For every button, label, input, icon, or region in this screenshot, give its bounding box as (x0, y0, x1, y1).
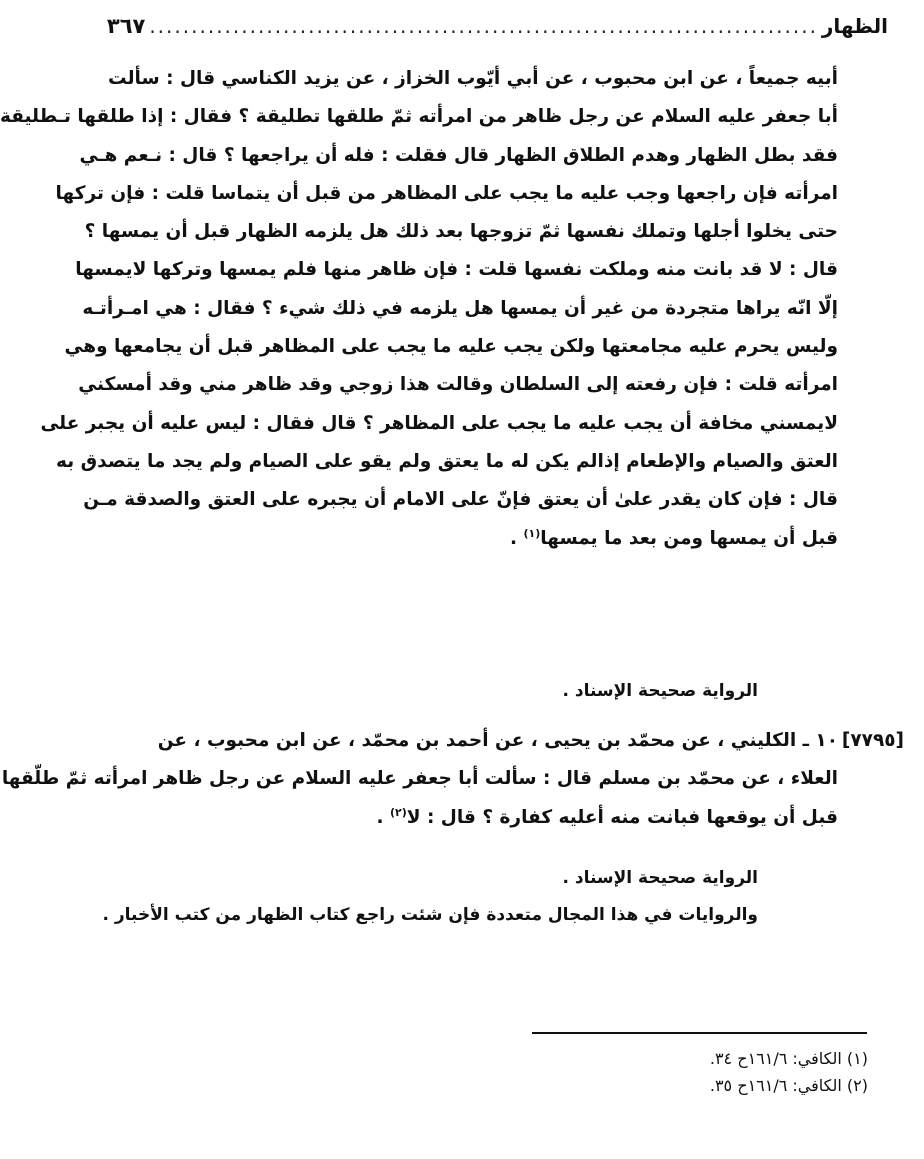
text-line-content: قبل أن يمسها ومن بعد ما يمسها (540, 527, 838, 549)
chain-verdict: الرواية صحيحة الإسناد . (562, 868, 758, 888)
text-line: لايمسني مخافة أن يجب عليه ما يجب على المظاهر ؟ قال فقال : ليس عليه أن يجبر على (40, 412, 838, 434)
text-line: أبيه جميعاً ، عن ابن محبوب ، عن أبي أيّوب الخزاز ، عن يزيد الكناسي قال : سألت (108, 68, 838, 89)
running-header (106, 14, 888, 44)
footnote-ref-2[interactable]: (٢) (389, 805, 407, 819)
text-line: امرأته قلت : فإن رفعته إلى السلطان وقالت هذا زوجي وقد ظاهر مني وقد أمسكني (78, 374, 838, 396)
text-line-last (181, 799, 838, 837)
footnote-1: (١) الكافي: ١٦١/٦ح ٣٤. (709, 1049, 868, 1068)
text-line: العلاء ، عن محمّد بن مسلم قال : سألت أبا جعفر عليه السلام عن رجل ظاهر امرأته ثمّ طلّقها (1, 768, 838, 790)
text-line: حتى يخلوا أجلها وتملك نفسها ثمّ تزوجها بعد ذلك هل يلزمه الظهار قبل أن يمسها ؟ (84, 221, 838, 243)
text-line: قال : لا قد بانت منه وملكت نفسها قلت : فإن ظاهر منها فلم يمسها وتركها لايمسها (75, 259, 838, 281)
page-number: ٣٦٧ (106, 14, 146, 38)
text-line: فقد بطل الظهار وهدم الطلاق الظهار قال فقلت : فله أن يراجعها ؟ قال : نـعم هـي (79, 144, 838, 166)
closing-note: والروايات في هذا المجال متعددة فإن شئت راجع كتاب الظهار من كتب الأخبار . (102, 905, 758, 925)
footnote-2: (٢) الكافي: ١٦١/٦ح ٣٥. (709, 1076, 868, 1095)
chain-verdict: الرواية صحيحة الإسناد . (562, 681, 758, 701)
footnote-divider (532, 1032, 867, 1034)
hadith-entry (1, 722, 904, 837)
line-end-punctuation: . (510, 527, 524, 549)
hadith-number: [٧٧٩٥] (841, 730, 904, 751)
text-line: أبا جعفر عليه السلام عن رجل ظاهر من امرأته ثمّ طلقها تطليقة ؟ فقال : إذا طلقها تـطليقة (0, 106, 838, 128)
line-end-punctuation: . (376, 806, 390, 828)
text-line: وليس يحرم عليه مجامعتها ولكن يجب عليه ما يجب على المظاهر قبل أن يجامعها وهي (64, 336, 838, 358)
dot-leader: ................................................................................ (149, 14, 818, 38)
text-line: ١٠ ـ الكليني ، عن محمّد بن يحيى ، عن أحمد بن محمّد ، عن ابن محبوب ، عن (157, 730, 838, 751)
text-line: قال : فإن كان يقدر علىٰ أن يعتق فإنّ على الامام أن يجبره على العتق والصدقة مـن (83, 489, 838, 511)
narration-text (0, 60, 838, 558)
text-line: امرأته فإن راجعها وجب عليه ما يجب على المظاهر من قبل أن يتماسا قلت : فإن تركها (55, 182, 838, 204)
text-line-content: قبل أن يوقعها فبانت منه أعليه كفارة ؟ قال : لا (406, 806, 838, 828)
chapter-title: الظهار (821, 14, 888, 38)
footnote-ref-1[interactable]: (١) (523, 526, 541, 540)
text-line: إلّا انّه يراها متجردة من غير أن يمسها هل يلزمه في ذلك شيء ؟ فقال : هي امـرأتـه (82, 297, 838, 319)
text-line-last (181, 520, 838, 558)
footnotes (710, 1045, 868, 1099)
text-line: العتق والصيام والإطعام إذالم يكن له ما يعتق ولم يقو على الصيام ولم يجد ما يتصدق به (56, 450, 838, 472)
